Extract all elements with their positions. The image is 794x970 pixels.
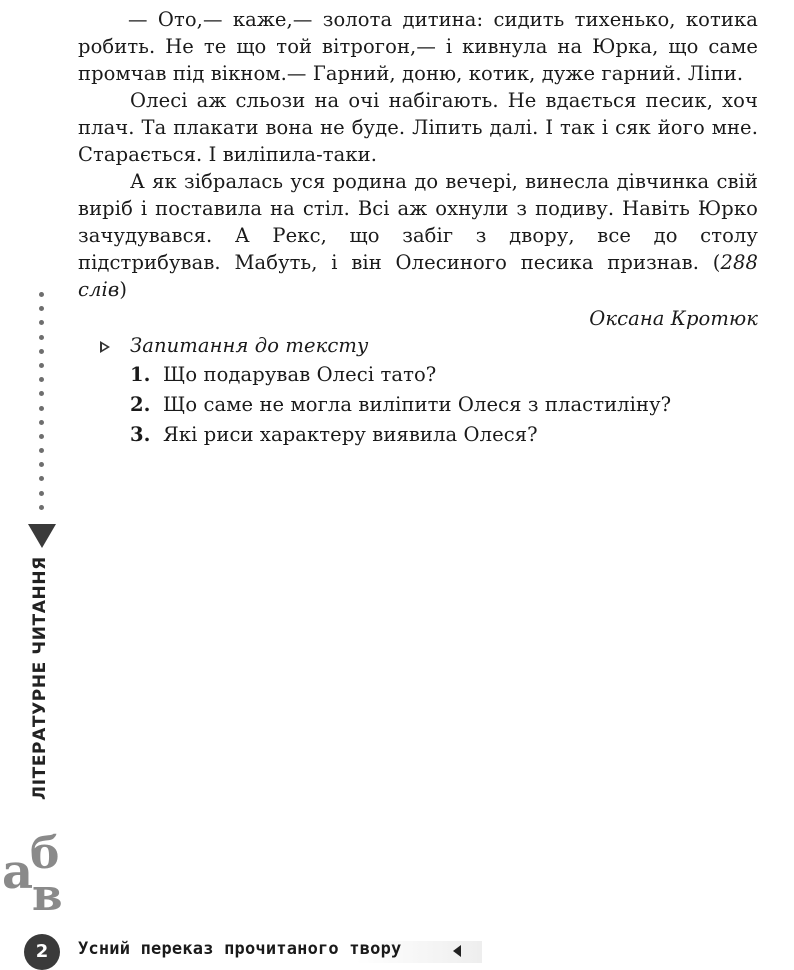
author-name: Оксана Кротюк	[589, 307, 758, 330]
logo-letter-a: а	[2, 844, 34, 900]
question-text: Що саме не могла виліпити Олеся з пластиліну?	[163, 393, 672, 416]
sidebar-section-label: ЛІТЕРАТУРНЕ ЧИТАННЯ	[30, 556, 50, 800]
question-item	[130, 391, 758, 418]
paragraph-last	[78, 168, 758, 303]
question-text: Які риси характеру виявила Олеся?	[163, 423, 538, 446]
paragraph-text: А як зібралась уся родина до вечері, винесла дівчинка свій виріб і поставила на стіл. Всі аж охнули з подиву. Навіть Юрко зачудувався. А Рекс, що забіг з двору, все до столу підстрибував. Мабуть, і він Олесиного песика признав.	[78, 170, 758, 274]
triangle-left-icon	[453, 945, 461, 957]
question-number: 1.	[130, 363, 151, 386]
arrow-down-icon	[28, 524, 56, 548]
questions-list	[78, 361, 758, 448]
question-item	[130, 361, 758, 388]
question-number: 2.	[130, 393, 151, 416]
page-number: 2	[24, 934, 60, 970]
questions-heading	[100, 332, 758, 359]
word-count-close: )	[119, 278, 128, 301]
question-number: 3.	[130, 423, 151, 446]
logo-letter-b: б	[30, 828, 60, 879]
logo-letter-v: в	[32, 870, 63, 914]
page-footer	[0, 928, 794, 970]
paragraph: Олесі аж сльози на очі набігають. Не вдається песик, хоч плач. Та плакати вона не буде. Ліпить далі. І так і сяк його мне. Старається. І виліпила-таки.	[78, 89, 758, 166]
question-item	[130, 421, 758, 448]
story-text	[78, 6, 758, 451]
sidebar-dotted-line	[39, 292, 45, 520]
abv-logo-icon	[2, 828, 82, 914]
question-text: Що подарував Олесі тато?	[163, 363, 437, 386]
footer-title: Усний переказ прочитаного твору	[78, 939, 402, 959]
paragraph: — Ото,— каже,— золота дитина: сидить тихенько, котика робить. Не те що той вітрогон,— і кивнула на Юрка, що саме промчав під вікном.— Гарний, доню, котик, дуже гарний. Ліпи.	[78, 8, 758, 85]
questions-heading-text: Запитання до тексту	[130, 334, 369, 357]
questions-section	[78, 332, 758, 448]
word-count: 288 слів	[78, 251, 758, 301]
word-count-open: (	[712, 251, 721, 274]
triangle-right-icon	[100, 341, 110, 353]
